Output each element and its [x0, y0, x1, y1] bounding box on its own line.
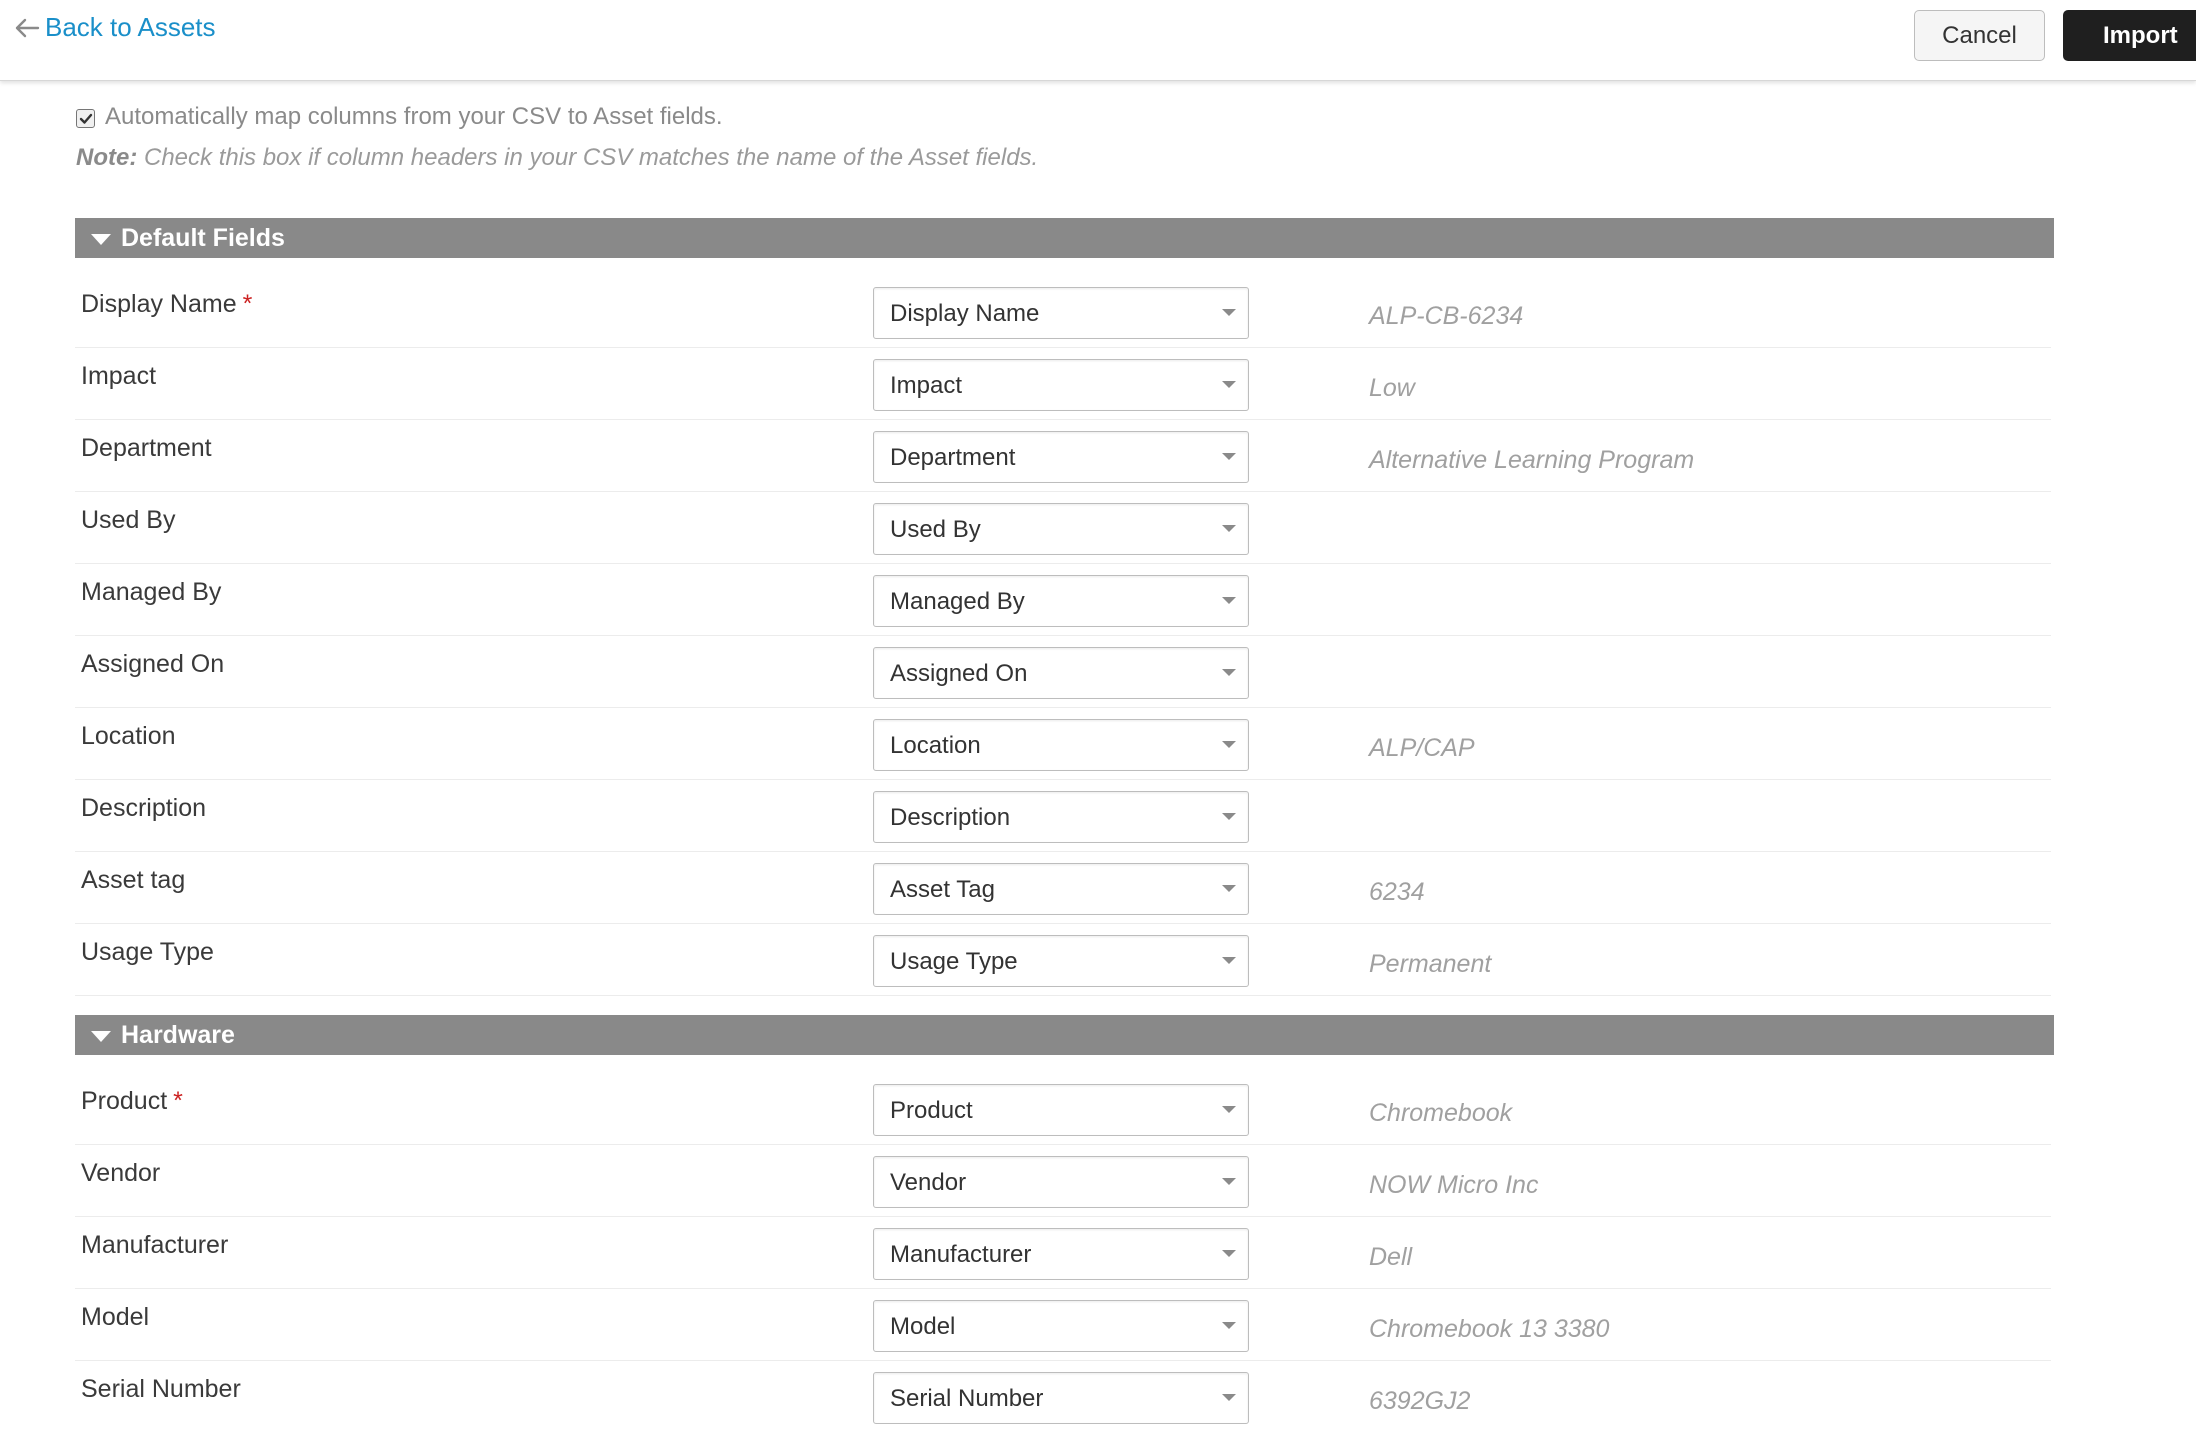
section-title: Default Fields [121, 223, 285, 252]
field-label [81, 1303, 149, 1332]
column-mapping-select[interactable] [873, 1156, 1249, 1208]
field-label-text: Location [81, 722, 176, 750]
sample-value: Dell [1369, 1243, 1413, 1271]
column-mapping-select[interactable] [873, 1300, 1249, 1352]
select-value: Display Name [890, 300, 1040, 327]
field-row [75, 1289, 2051, 1361]
note-text: Check this box if column headers in your CSV matches the name of the Asset fields. [137, 144, 1039, 171]
field-label [81, 290, 252, 319]
field-label-text: Managed By [81, 578, 222, 606]
field-label-text: Serial Number [81, 1375, 241, 1403]
field-label-text: Usage Type [81, 938, 214, 966]
select-value: Manufacturer [890, 1241, 1032, 1268]
field-label-text: Product [81, 1087, 168, 1115]
sample-value: ALP/CAP [1369, 734, 1475, 762]
sample-value: NOW Micro Inc [1369, 1171, 1539, 1199]
back-to-assets-link[interactable] [14, 12, 216, 43]
field-row [75, 1073, 2051, 1145]
column-mapping-select[interactable] [873, 1372, 1249, 1424]
field-row [75, 492, 2051, 564]
column-mapping-select[interactable] [873, 503, 1249, 555]
field-row [75, 852, 2051, 924]
field-row [75, 636, 2051, 708]
dropdown-arrow-icon [1222, 957, 1236, 964]
sample-value: ALP-CB-6234 [1369, 302, 1524, 330]
sample-value: Permanent [1369, 950, 1492, 978]
field-label-text: Impact [81, 362, 157, 390]
column-mapping-select[interactable] [873, 1228, 1249, 1280]
sample-value: Alternative Learning Program [1369, 446, 1695, 474]
field-label [81, 362, 156, 391]
field-label-text: Vendor [81, 1159, 161, 1187]
caret-down-icon [91, 234, 111, 245]
select-value: Department [890, 444, 1016, 471]
field-label [81, 794, 206, 823]
import-button[interactable]: Import [2063, 10, 2196, 61]
field-label [81, 1159, 160, 1188]
field-row [75, 348, 2051, 420]
field-label [81, 506, 175, 535]
dropdown-arrow-icon [1222, 1250, 1236, 1257]
field-label [81, 1375, 241, 1404]
field-row [75, 564, 2051, 636]
section-title: Hardware [121, 1020, 235, 1049]
column-mapping-select[interactable] [873, 719, 1249, 771]
field-row [75, 708, 2051, 780]
dropdown-arrow-icon [1222, 597, 1236, 604]
field-label [81, 578, 221, 607]
dropdown-arrow-icon [1222, 741, 1236, 748]
auto-map-label: Automatically map columns from your CSV to Asset fields. [105, 103, 723, 130]
arrow-left-icon [14, 17, 40, 39]
select-value: Used By [890, 516, 981, 543]
select-value: Location [890, 732, 981, 759]
sample-value: Low [1369, 374, 1415, 402]
select-value: Product [890, 1097, 973, 1124]
field-label-text: Manufacturer [81, 1231, 229, 1259]
sample-value: 6234 [1369, 878, 1425, 906]
dropdown-arrow-icon [1222, 381, 1236, 388]
note-prefix: Note: [76, 144, 138, 171]
field-label [81, 938, 214, 967]
sample-value: 6392GJ2 [1369, 1387, 1471, 1415]
dropdown-arrow-icon [1222, 309, 1236, 316]
dropdown-arrow-icon [1222, 1178, 1236, 1185]
select-value: Managed By [890, 588, 1025, 615]
column-mapping-select[interactable] [873, 647, 1249, 699]
back-link-label: Back to Assets [45, 12, 216, 42]
column-mapping-select[interactable] [873, 359, 1249, 411]
select-value: Vendor [890, 1169, 967, 1196]
field-label [81, 722, 176, 751]
field-row [75, 1217, 2051, 1289]
dropdown-arrow-icon [1222, 1106, 1236, 1113]
sample-value: Chromebook 13 3380 [1369, 1315, 1610, 1343]
select-value: Usage Type [890, 948, 1018, 975]
sample-value: Chromebook [1369, 1099, 1513, 1127]
checkmark-icon [78, 111, 94, 127]
auto-map-note [76, 144, 1038, 172]
auto-map-checkbox[interactable] [76, 109, 95, 128]
select-value: Asset Tag [890, 876, 995, 903]
dropdown-arrow-icon [1222, 885, 1236, 892]
select-value: Model [890, 1313, 956, 1340]
field-label [81, 866, 185, 895]
column-mapping-select[interactable] [873, 431, 1249, 483]
dropdown-arrow-icon [1222, 525, 1236, 532]
section-header-hardware[interactable] [75, 1015, 2054, 1055]
field-row [75, 1145, 2051, 1217]
select-value: Impact [890, 372, 963, 399]
field-label [81, 1087, 183, 1116]
field-label [81, 1231, 228, 1260]
field-row [75, 1361, 2051, 1432]
field-label-text: Display Name [81, 290, 237, 318]
field-label [81, 650, 224, 679]
auto-map-option [76, 103, 723, 131]
field-row [75, 780, 2051, 852]
field-label-text: Asset tag [81, 866, 186, 894]
column-mapping-select[interactable] [873, 1084, 1249, 1136]
column-mapping-select[interactable] [873, 287, 1249, 339]
field-label [81, 434, 212, 463]
field-label-text: Used By [81, 506, 176, 534]
required-marker: * [242, 290, 253, 318]
required-marker: * [173, 1087, 183, 1115]
select-value: Description [890, 804, 1011, 831]
section-header-default-fields[interactable] [75, 218, 2054, 258]
dropdown-arrow-icon [1222, 813, 1236, 820]
select-value: Serial Number [890, 1385, 1044, 1412]
column-mapping-select[interactable] [873, 791, 1249, 843]
column-mapping-select[interactable] [873, 935, 1249, 987]
column-mapping-select[interactable] [873, 575, 1249, 627]
column-mapping-select[interactable] [873, 863, 1249, 915]
dropdown-arrow-icon [1222, 453, 1236, 460]
caret-down-icon [91, 1031, 111, 1042]
field-label-text: Department [81, 434, 212, 462]
field-label-text: Model [81, 1303, 150, 1331]
dropdown-arrow-icon [1222, 1394, 1236, 1401]
top-toolbar [0, 0, 2196, 81]
field-label-text: Assigned On [81, 650, 225, 678]
dropdown-arrow-icon [1222, 1322, 1236, 1329]
dropdown-arrow-icon [1222, 669, 1236, 676]
cancel-button[interactable]: Cancel [1914, 10, 2045, 61]
field-row [75, 924, 2051, 996]
field-label-text: Description [81, 794, 207, 822]
select-value: Assigned On [890, 660, 1028, 687]
field-row [75, 420, 2051, 492]
field-row [75, 276, 2051, 348]
